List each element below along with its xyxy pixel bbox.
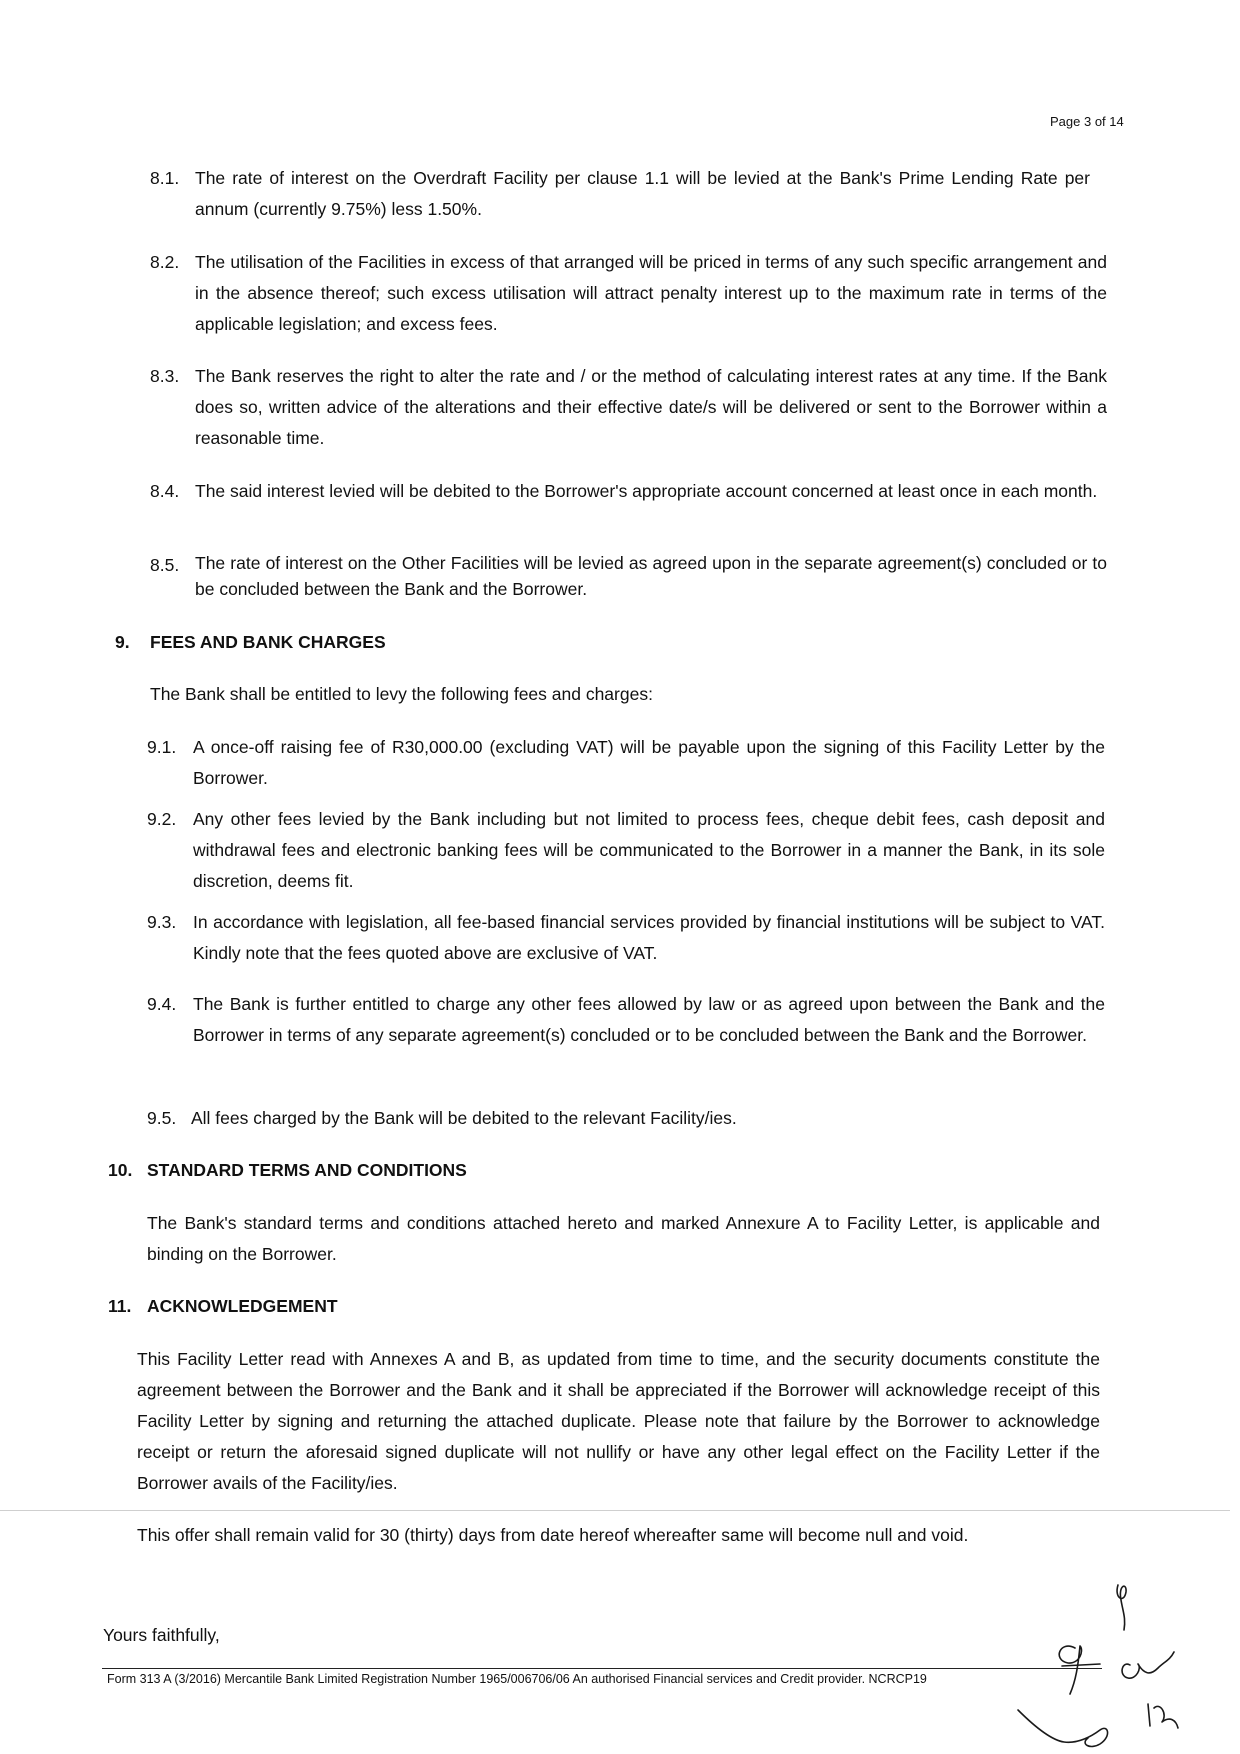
initial-mark-oa	[1122, 1652, 1174, 1678]
closing-salutation: Yours faithfully,	[103, 1625, 220, 1645]
section-number: 9.	[115, 632, 130, 652]
section-number: 10.	[108, 1160, 133, 1180]
clause-number: 8.3.	[150, 366, 180, 386]
section-11-text: This Facility Letter read with Annexes A and B, as updated from time to time, and the security documents constitute the agreement between the Borrower and the Bank and it shall be appreciated if the Borrower will acknowledge receipt of this Facility Letter by signing and returning the attached duplicate. Please note that failure by the Borrower to acknowledge receipt or return the aforesaid signed duplicate will not nullify or have any other legal effect on the Facility Letter if the Borrower avails of the Facility/ies.	[137, 1349, 1100, 1493]
footer-text: Form 313 A (3/2016) Mercantile Bank Limited Registration Number 1965/006706/06 An authorised Financial services and Credit provider. NCRCP19	[107, 1672, 927, 1686]
section-heading-acknowledgement: ACKNOWLEDGEMENT	[147, 1296, 338, 1316]
section-9-intro: The Bank shall be entitled to levy the following fees and charges:	[150, 684, 653, 704]
section-heading-fees: FEES AND BANK CHARGES	[150, 632, 386, 652]
signature-loop	[1018, 1710, 1108, 1746]
clause-number: 9.4.	[147, 994, 177, 1014]
section-10-text: The Bank's standard terms and conditions attached hereto and marked Annexure A to Facility Letter, is applicable and binding on the Borrower.	[147, 1213, 1100, 1264]
clause-8-1-text: The rate of interest on the Overdraft Facility per clause 1.1 will be levied at the Bank's Prime Lending Rate per annum (currently 9.75%) less 1.50%.	[195, 168, 1090, 219]
clause-8-5-text: The rate of interest on the Other Facilities will be levied as agreed upon in the separate agreement(s) concluded or to be concluded between the Bank and the Borrower.	[195, 553, 1107, 599]
clause-9-5-text: All fees charged by the Bank will be debited to the relevant Facility/ies.	[191, 1108, 737, 1128]
clause-9-3-text: In accordance with legislation, all fee-based financial services provided by financial institutions will be subject to VAT. Kindly note that the fees quoted above are exclusive of VAT.	[193, 912, 1105, 963]
clause-9-2-text: Any other fees levied by the Bank including but not limited to process fees, cheque debit fees, cash deposit and withdrawal fees and electronic banking fees will be communicated to the Borrower in a manner the Bank, in its sole discretion, deems fit.	[193, 809, 1105, 891]
clause-8-2-text: The utilisation of the Facilities in excess of that arranged will be priced in terms of any such specific arrangement and in the absence thereof; such excess utilisation will attract penalty interest up to the maximum rate in terms of the applicable legislation; and excess fees.	[195, 252, 1107, 334]
clause-number: 9.3.	[147, 912, 177, 932]
page-number: Page 3 of 14	[1050, 114, 1124, 129]
clause-9-4-text: The Bank is further entitled to charge any other fees allowed by law or as agreed upon between the Bank and the Borrower in terms of any separate agreement(s) concluded or to be concluded between the Bank and the Borrower.	[193, 994, 1105, 1045]
clause-number: 9.5.	[147, 1108, 177, 1128]
initial-mark-9	[1059, 1646, 1081, 1694]
clause-8-3-text: The Bank reserves the right to alter the rate and / or the method of calculating interest rates at any time. If the Bank does so, written advice of the alterations and their effective date/s will be delivered or sent to the Borrower within a reasonable time.	[195, 366, 1107, 448]
validity-statement: This offer shall remain valid for 30 (thirty) days from date hereof whereafter same will become null and void.	[137, 1525, 969, 1545]
section-number: 11.	[108, 1296, 132, 1316]
clause-number: 9.2.	[147, 809, 177, 829]
clause-9-1-text: A once-off raising fee of R30,000.00 (excluding VAT) will be payable upon the signing of this Facility Letter by the Borrower.	[193, 737, 1105, 788]
clause-number: 8.2.	[150, 252, 180, 272]
clause-number: 8.4.	[150, 481, 180, 501]
clause-8-4-text: The said interest levied will be debited to the Borrower's appropriate account concerned at least once in each month.	[195, 481, 1098, 501]
section-heading-standard-terms: STANDARD TERMS AND CONDITIONS	[147, 1160, 467, 1180]
clause-number: 9.1.	[147, 737, 177, 757]
clause-number: 8.5.	[150, 555, 180, 575]
initial-mark-bottom-right	[1148, 1704, 1178, 1728]
clause-number: 8.1.	[150, 168, 180, 188]
initial-mark-top	[1117, 1585, 1126, 1630]
